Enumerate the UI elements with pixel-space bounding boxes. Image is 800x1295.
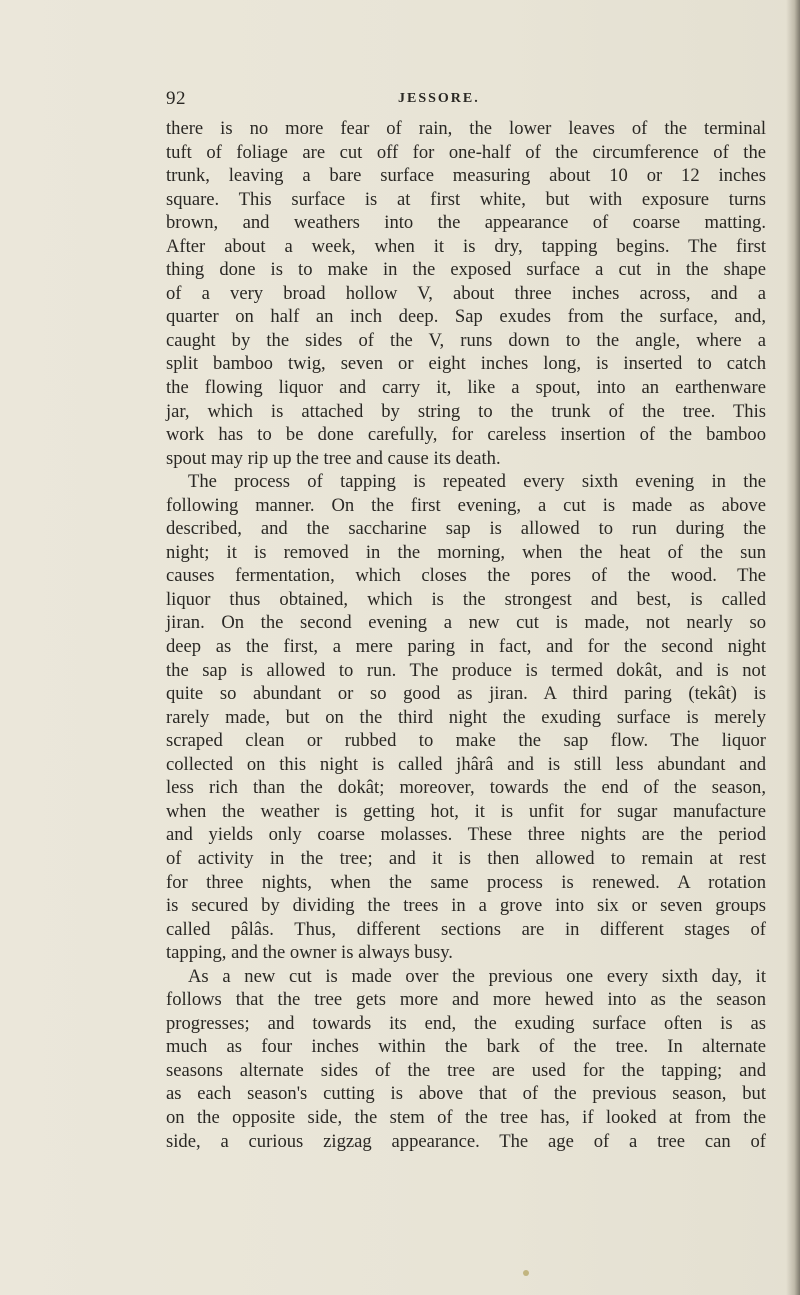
body-text <box>166 117 766 1153</box>
text-line: called pâlâs. Thus, different sections are in different stages of <box>166 918 766 940</box>
text-line: brown, and weathers into the appearance of coarse matting. <box>166 212 766 234</box>
text-line: quite so abundant or so good as jiran. A third paring (tekât) is <box>166 683 766 705</box>
text-line: split bamboo twig, seven or eight inches long, is inserted to catch <box>166 353 766 375</box>
page-header <box>166 88 726 114</box>
text-line: for three nights, when the same process is renewed. A rotation <box>166 871 766 893</box>
text-line: side, a curious zigzag appearance. The age of a tree can of <box>166 1130 766 1152</box>
text-line: deep as the first, a mere paring in fact, and for the second night <box>166 636 766 658</box>
text-line: the sap is allowed to run. The produce is termed dokât, and is not <box>166 659 766 681</box>
text-line: is secured by dividing the trees in a grove into six or seven groups <box>166 895 766 917</box>
text-line: less rich than the dokât; moreover, towards the end of the season, <box>166 777 766 799</box>
text-line: spout may rip up the tree and cause its death. <box>166 447 501 469</box>
text-line: work has to be done carefully, for careless insertion of the bamboo <box>166 424 766 446</box>
text-line: tapping, and the owner is always busy. <box>166 942 453 964</box>
text-line: progresses; and towards its end, the exuding surface often is as <box>166 1012 766 1034</box>
text-line: follows that the tree gets more and more hewed into as the season <box>166 989 766 1011</box>
text-line: square. This surface is at first white, but with exposure turns <box>166 188 766 210</box>
running-head: JESSORE. <box>398 91 480 106</box>
text-line: there is no more fear of rain, the lower leaves of the terminal <box>166 118 766 139</box>
text-line: jiran. On the second evening a new cut is made, not nearly so <box>166 612 766 634</box>
text-line: As a new cut is made over the previous one every sixth day, it <box>188 965 766 987</box>
text-line: thing done is to make in the exposed surface a cut in the shape <box>166 259 766 281</box>
text-line: quarter on half an inch deep. Sap exudes from the surface, and, <box>166 306 766 328</box>
text-line: on the opposite side, the stem of the tree has, if looked at from the <box>166 1106 766 1128</box>
text-line: causes fermentation, which closes the pores of the wood. The <box>166 565 766 587</box>
text-line: rarely made, but on the third night the exuding surface is merely <box>166 706 766 728</box>
text-line: tuft of foliage are cut off for one-half of the circumference of the <box>166 141 766 163</box>
text-line: caught by the sides of the V, runs down to the angle, where a <box>166 329 766 351</box>
text-line: and yields only coarse molasses. These three nights are the period <box>166 824 766 846</box>
text-line: night; it is removed in the morning, when the heat of the sun <box>166 541 766 563</box>
text-line: following manner. On the first evening, a cut is made as above <box>166 494 766 516</box>
ink-spot <box>523 1270 529 1276</box>
text-line: the flowing liquor and carry it, like a spout, into an earthenware <box>166 377 766 399</box>
page-edge-shadow <box>786 0 800 1295</box>
text-line: After about a week, when it is dry, tapping begins. The first <box>166 235 766 257</box>
text-line: much as four inches within the bark of the tree. In alternate <box>166 1036 766 1058</box>
text-line: liquor thus obtained, which is the strongest and best, is called <box>166 588 766 610</box>
page-number: 92 <box>166 88 186 109</box>
text-line: jar, which is attached by string to the trunk of the tree. This <box>166 400 766 422</box>
text-line: as each season's cutting is above that of the previous season, but <box>166 1083 766 1105</box>
text-line: trunk, leaving a bare surface measuring about 10 or 12 inches <box>166 165 766 187</box>
text-line: seasons alternate sides of the tree are used for the tapping; and <box>166 1059 766 1081</box>
text-line: collected on this night is called jhârâ and is still less abundant and <box>166 753 766 775</box>
text-line: when the weather is getting hot, it is unfit for sugar manufacture <box>166 800 766 822</box>
text-line: of a very broad hollow V, about three inches across, and a <box>166 282 766 304</box>
text-line: The process of tapping is repeated every sixth evening in the <box>188 471 766 493</box>
text-line: of activity in the tree; and it is then allowed to remain at rest <box>166 847 766 869</box>
text-line: described, and the saccharine sap is allowed to run during the <box>166 518 766 540</box>
text-line: scraped clean or rubbed to make the sap flow. The liquor <box>166 730 766 752</box>
